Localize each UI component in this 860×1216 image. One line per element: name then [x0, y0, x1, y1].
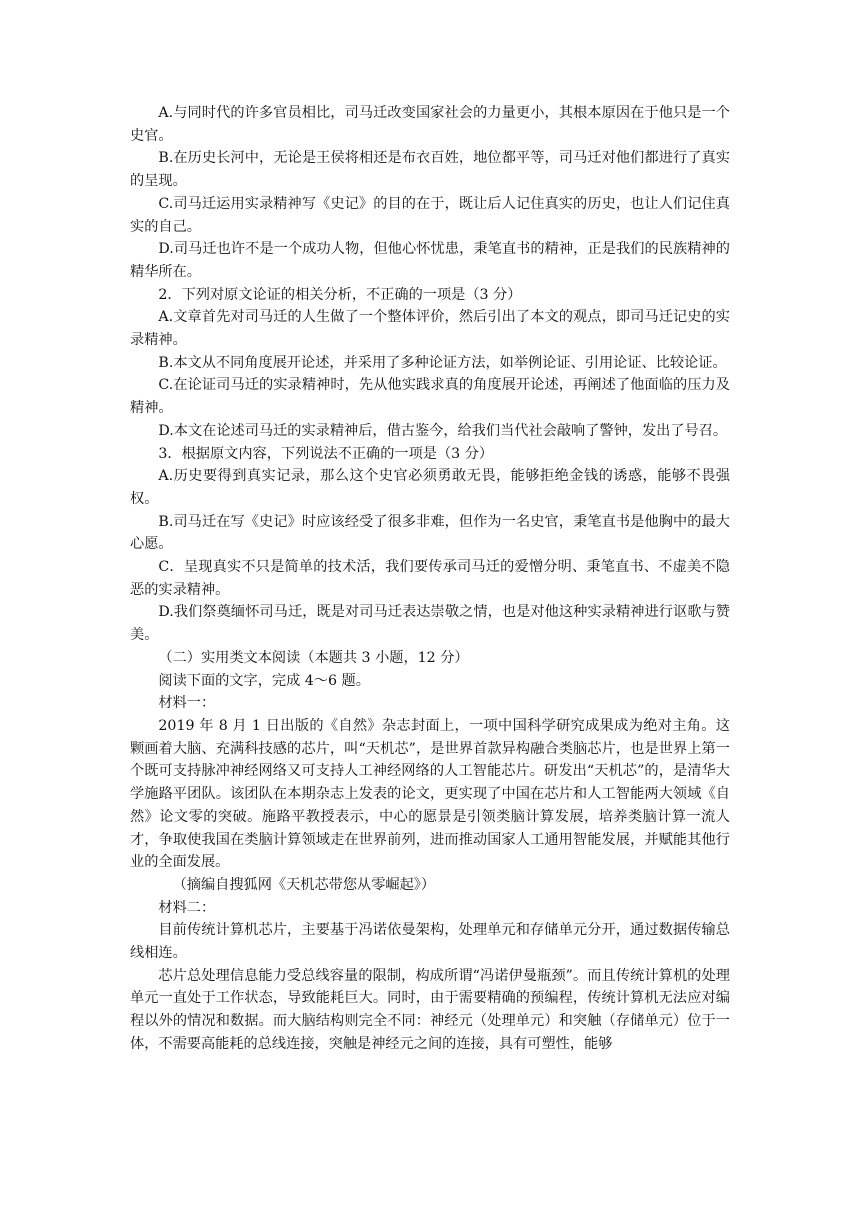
material-one-label: 材料一： [158, 695, 216, 712]
option-b-paragraph: B.在历史长河中，无论是王侯将相还是布衣百姓，地位都平等，司马迁对他们都进行了真实的呈现。 [130, 150, 730, 190]
question-2-option-a: A.文章首先对司马迁的人生做了一个整体评价，然后引出了本文的观点，即司马迁记史的实录精神。 [130, 309, 730, 349]
question-3-option-c: C．呈现真实不只是简单的技术活，我们要传承司马迁的爱憎分明、秉笔直书、不虚美不隐恶的实录精神。 [130, 559, 730, 598]
material-one-source: （摘编自搜狐网《天机芯带您从零崛起》） [172, 876, 436, 893]
option-a-paragraph: A.与同时代的许多官员相比，司马迁改变国家社会的力量更小，其根本原因在于他只是一个史官。 [130, 105, 730, 144]
section-heading: （二）实用类文本阅读（本题共 3 小题，12 分） [158, 649, 469, 666]
material-two-paragraph-2: 芯片总处理信息能力受总线容量的限制，构成所谓“冯诺伊曼瓶颈”。而且传统计算机的处理单元一直处于工作状态，导致能耗巨大。同时，由于需要精确的预编程，传统计算机无法应对编程以外的情况和数据。而大脑结构则完全不同：神经元（处理单元）和突触（存储单元）位于一体，不需要高能耗的总线连接，突触是神经元之间的连接，具有可塑性，能够 [130, 967, 730, 1052]
question-2-option-d: D.本文在论述司马迁的实录精神后，借古鉴今，给我们当代社会敲响了警钟，发出了号召。 [158, 422, 728, 439]
document-page [130, 102, 730, 1056]
question-3-option-b: B.司马迁在写《史记》时应该经受了很多非难，但作为一名史官，秉笔直书是他胸中的最大心愿。 [130, 513, 730, 553]
material-one-body: 2019 年 8 月 1 日出版的《自然》杂志封面上，一项中国科学研究成果成为绝对主角。这颗画着大脑、充满科技感的芯片，叫“天机芯”，是世界首款异构融合类脑芯片，也是世界上第一个既可支持脉冲神经网络又可支持人工神经网络的人工智能芯片。研发出“天机芯”的，是清华大学施路平团队。该团队在本期杂志上发表的论文，更实现了中国在芯片和人工智能两大领域《自然》论文零的突破。施路平教授表示，中心的愿景是引领类脑计算发展，培养类脑计算一流人才，争取使我国在类脑计算领域走在世界前列，进而推动国家人工通用智能发展，并赋能其他行业的全面发展。 [130, 717, 730, 871]
question-2-option-c: C.在论证司马迁的实录精神时，先从他实践求真的角度展开论述，再阐述了他面临的压力及精神。 [130, 377, 730, 417]
material-two-label: 材料二： [158, 899, 216, 916]
question-2-stem: 2．下列对原文论证的相关分析，不正确的一项是（3 分） [158, 286, 522, 303]
option-d-paragraph: D.司马迁也许不是一个成功人物，但他心怀忧患，秉笔直书的精神，正是我们的民族精神的精华所在。 [130, 241, 730, 280]
reading-instruction: 阅读下面的文字，完成 4～6 题。 [158, 672, 370, 689]
question-3-option-d: D.我们祭奠缅怀司马迁，既是对司马迁表达崇敬之情，也是对他这种实录精神进行讴歌与赞美。 [130, 604, 730, 644]
question-3-stem: 3．根据原文内容，下列说法不正确的一项是（3 分） [158, 445, 494, 462]
material-two-paragraph-1: 目前传统计算机芯片，主要基于冯诺依曼架构，处理单元和存储单元分开，通过数据传输总线相连。 [130, 922, 730, 962]
option-c-paragraph: C.司马迁运用实录精神写《史记》的目的在于，既让后人记住真实的历史，也让人们记住真实的自己。 [130, 195, 730, 235]
question-3-option-a: A.历史要得到真实记录，那么这个史官必须勇敢无畏，能够拒绝金钱的诱惑，能够不畏强权。 [130, 468, 730, 507]
question-2-option-b: B.本文从不同角度展开论述，并采用了多种论证方法，如举例论证、引用论证、比较论证。 [158, 354, 727, 371]
